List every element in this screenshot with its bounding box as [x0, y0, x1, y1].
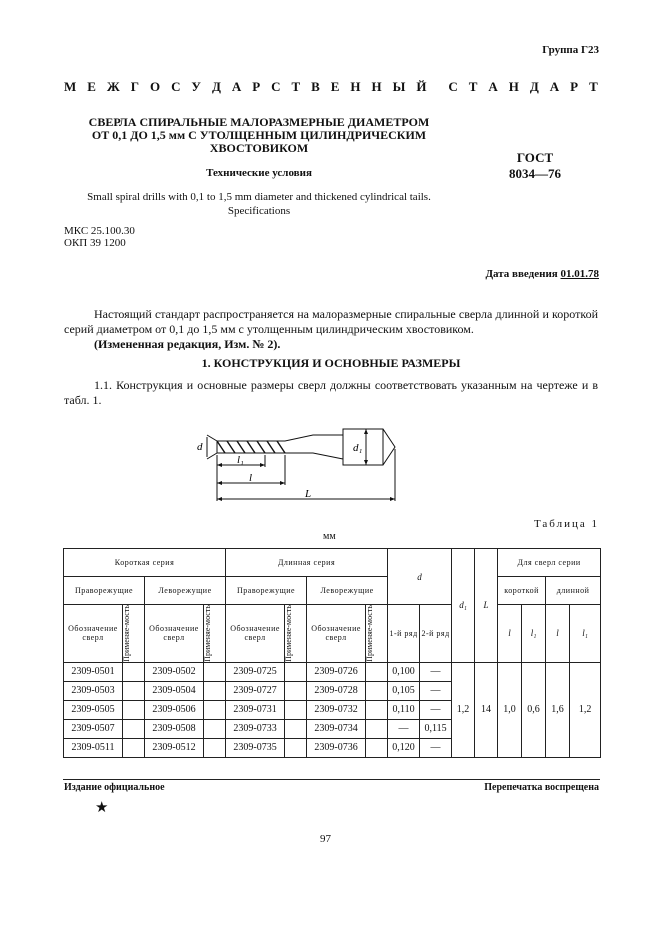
- short-left-designation: 2309-0504: [145, 681, 204, 700]
- d-row2-value: 0,115: [420, 719, 452, 738]
- short-right-designation: 2309-0511: [64, 738, 123, 757]
- long-l-header: l: [546, 605, 570, 663]
- interstate-letter: Й: [416, 79, 427, 94]
- section-heading: 1. КОНСТРУКЦИЯ И ОСНОВНЫЕ РАЗМЕРЫ: [201, 356, 461, 370]
- short-right-application: [123, 681, 145, 700]
- for-drills-header: Для сверл серии: [498, 549, 601, 577]
- common-long-l1: 1,2: [570, 662, 601, 757]
- d-row1-value: 0,120: [388, 738, 420, 757]
- long-series-header: Длинная серия: [226, 549, 388, 577]
- long-right-application: [285, 738, 307, 757]
- designation-header: Обозначение сверл: [307, 605, 366, 663]
- short-left-designation: 2309-0508: [145, 719, 204, 738]
- long-left-designation: 2309-0734: [307, 719, 366, 738]
- footer-rule: [63, 779, 600, 780]
- interstate-letter: Т: [589, 79, 598, 94]
- interstate-letter: А: [488, 79, 498, 94]
- d-row2-value: —: [420, 700, 452, 719]
- common-d1: 1,2: [452, 662, 475, 757]
- short-left-designation: 2309-0512: [145, 738, 204, 757]
- date-value: 01.01.78: [560, 268, 599, 280]
- interstate-letter: Г: [130, 79, 139, 94]
- short-right-application: [123, 700, 145, 719]
- common-long-l: 1,6: [546, 662, 570, 757]
- shank-outline: [343, 429, 395, 465]
- long-series-sub: длинной: [546, 577, 601, 605]
- designation-header: Обозначение сверл: [64, 605, 123, 663]
- long-left-application: [366, 738, 388, 757]
- application-header: Применяе-мость: [365, 605, 375, 662]
- interstate-letter: У: [191, 79, 201, 94]
- interstate-letter: М: [64, 79, 77, 94]
- d-row2-value: —: [420, 738, 452, 757]
- document-title: [64, 116, 454, 155]
- long-right-designation: 2309-0725: [226, 662, 285, 681]
- english-title-line-1: Small spiral drills with 0,1 to 1,5 mm diameter and thickened cylindrical tails.: [87, 191, 431, 203]
- interstate-letter: Н: [350, 79, 361, 94]
- long-right-designation: 2309-0731: [226, 700, 285, 719]
- d-row1-value: 0,110: [388, 700, 420, 719]
- common-short-l1: 0,6: [522, 662, 546, 757]
- designation-header: Обозначение сверл: [226, 605, 285, 663]
- L-header: L: [475, 549, 498, 663]
- classification-codes: [64, 225, 135, 249]
- short-left-application: [204, 681, 226, 700]
- d-row2-value: —: [420, 662, 452, 681]
- interstate-letter: Ж: [106, 79, 120, 94]
- drill-dimensions-table: [63, 548, 601, 758]
- interstate-letter: В: [311, 79, 320, 94]
- okp-code: ОКП 39 1200: [64, 237, 126, 249]
- application-header: Применяе-мость: [122, 605, 131, 662]
- long-right-cut: Праворежущие: [226, 577, 307, 605]
- common-short-l: 1,0: [498, 662, 522, 757]
- table-unit: мм: [323, 531, 336, 542]
- dim-d-ext: [207, 435, 217, 459]
- introduction-date: [485, 268, 599, 280]
- long-right-application: [285, 700, 307, 719]
- interstate-letter: С: [171, 79, 181, 94]
- short-left-cut: Леворежущие: [145, 577, 226, 605]
- application-header: Применяе-мость: [284, 605, 294, 662]
- table-caption: Таблица 1: [533, 518, 599, 530]
- star-icon: ★: [95, 800, 109, 816]
- d-row2-header: 2-й ряд: [420, 605, 452, 663]
- short-right-cut: Праворежущие: [64, 577, 145, 605]
- long-right-designation: 2309-0727: [226, 681, 285, 700]
- interstate-letter: С: [271, 79, 281, 94]
- long-right-application: [285, 719, 307, 738]
- group-code: Группа Г23: [542, 44, 599, 56]
- designation-header: Обозначение сверл: [145, 605, 204, 663]
- clause-1-1: 1.1. Конструкция и основные размеры сверл должны соответствовать указанным на чертеже и в табл. 1.: [64, 378, 598, 407]
- title-line-2: ОТ 0,1 ДО 1,5 мм С УТОЛЩЕННЫМ ЦИЛИНДРИЧЕСКИМ: [91, 128, 427, 142]
- reprint-prohibited: Перепечатка воспрещена: [484, 782, 599, 793]
- d-row1-value: 0,100: [388, 662, 420, 681]
- short-left-application: [204, 700, 226, 719]
- long-left-designation: 2309-0736: [307, 738, 366, 757]
- d1-header: d₁: [452, 549, 475, 663]
- short-right-application: [123, 738, 145, 757]
- short-right-application: [123, 719, 145, 738]
- short-left-designation: 2309-0502: [145, 662, 204, 681]
- interstate-letter: О: [149, 79, 161, 94]
- d-header: d: [388, 549, 452, 605]
- official-edition: Издание официальное: [64, 782, 165, 793]
- title-line-3: ХВОСТОВИКОМ: [209, 141, 309, 155]
- short-right-designation: 2309-0503: [64, 681, 123, 700]
- interstate-letter: Н: [508, 79, 519, 94]
- mks-code: МКС 25.100.30: [64, 225, 135, 237]
- long-left-application: [366, 662, 388, 681]
- label-l1: l₁: [237, 454, 244, 466]
- short-right-designation: 2309-0507: [64, 719, 123, 738]
- drill-outline: [217, 435, 343, 459]
- table-row: [64, 662, 601, 681]
- drill-flutes: [217, 441, 285, 453]
- interstate-letter: Т: [291, 79, 301, 94]
- interstate-letter: А: [549, 79, 560, 94]
- common-L: 14: [475, 662, 498, 757]
- page-number: 97: [320, 833, 331, 845]
- interstate-letter: С: [448, 79, 458, 94]
- long-right-designation: 2309-0733: [226, 719, 285, 738]
- long-left-application: [366, 681, 388, 700]
- short-right-designation: 2309-0501: [64, 662, 123, 681]
- short-series-sub: короткой: [498, 577, 546, 605]
- long-l1-header: l₁: [570, 605, 601, 663]
- long-left-designation: 2309-0732: [307, 700, 366, 719]
- short-right-designation: 2309-0505: [64, 700, 123, 719]
- long-left-designation: 2309-0726: [307, 662, 366, 681]
- label-l: l: [249, 472, 253, 484]
- drill-drawing: [195, 415, 445, 515]
- interstate-standard-heading: [64, 79, 598, 95]
- short-left-application: [204, 662, 226, 681]
- date-label: Дата введения: [485, 268, 558, 280]
- label-d: d: [197, 441, 203, 453]
- interstate-letter: Д: [211, 79, 221, 94]
- intro-paragraph: Настоящий стандарт распространяется на малоразмерные спиральные сверла длинной и короткой серий диаметром от 0,1 до 1,5 мм с утолщенным цилиндрическим хвостовиком.: [64, 307, 598, 336]
- interstate-letter: Р: [252, 79, 261, 94]
- long-left-cut: Леворежущие: [307, 577, 388, 605]
- english-title-line-2: Specifications: [227, 205, 291, 217]
- long-right-designation: 2309-0735: [226, 738, 285, 757]
- interstate-letter: Н: [371, 79, 382, 94]
- short-left-designation: 2309-0506: [145, 700, 204, 719]
- interstate-letter: Ы: [392, 79, 406, 94]
- interstate-letter: А: [231, 79, 242, 94]
- d-row1-value: 0,105: [388, 681, 420, 700]
- interstate-letter: Д: [529, 79, 539, 94]
- d-row2-value: —: [420, 681, 452, 700]
- english-title: [64, 190, 454, 218]
- short-series-header: Короткая серия: [64, 549, 226, 577]
- d-row1-header: 1-й ряд: [388, 605, 420, 663]
- interstate-letter: Р: [570, 79, 579, 94]
- revision-note: (Измененная редакция, Изм. № 2).: [94, 337, 281, 351]
- short-l1-header: l₁: [522, 605, 546, 663]
- title-line-1: СВЕРЛА СПИРАЛЬНЫЕ МАЛОРАЗМЕРНЫЕ ДИАМЕТРОМ: [88, 115, 430, 129]
- interstate-letter: Т: [468, 79, 478, 94]
- short-left-application: [204, 738, 226, 757]
- gost-number: 8034—76: [509, 166, 561, 181]
- short-l-header: l: [498, 605, 522, 663]
- long-right-application: [285, 662, 307, 681]
- interstate-letter: Е: [87, 79, 96, 94]
- technical-conditions: Технические условия: [206, 167, 312, 179]
- short-right-application: [123, 662, 145, 681]
- long-right-application: [285, 681, 307, 700]
- long-left-application: [366, 719, 388, 738]
- label-L: L: [305, 488, 312, 500]
- application-header: Применяе-мость: [203, 605, 212, 662]
- long-left-application: [366, 700, 388, 719]
- label-d1: d₁: [353, 442, 363, 454]
- long-left-designation: 2309-0728: [307, 681, 366, 700]
- d-row1-value: —: [388, 719, 420, 738]
- interstate-letter: Е: [330, 79, 340, 94]
- short-left-application: [204, 719, 226, 738]
- gost-label: ГОСТ: [516, 150, 554, 165]
